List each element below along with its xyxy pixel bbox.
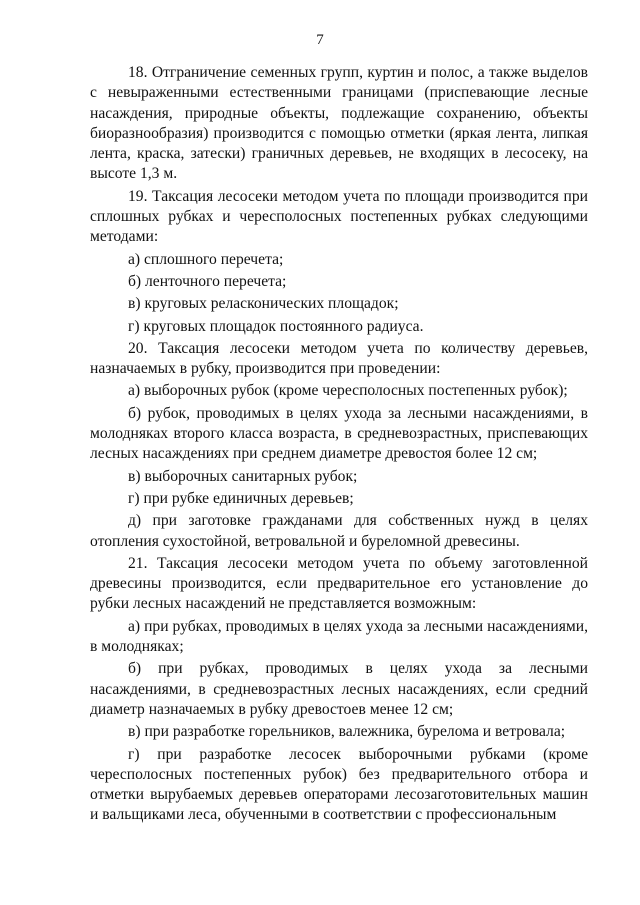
page-number: 7	[316, 32, 324, 48]
list-item: в) выборочных санитарных рубок;	[128, 467, 358, 485]
list-item: б) рубок, проводимых в целях ухода за лесными насаждениями, в молодняках второго класса возраста, в средневозрастных, приспевающих лесных насаждениях при среднем диаметре древостоя более 12 см;	[90, 404, 588, 463]
list-item: в) круговых реласконических площадок;	[128, 295, 399, 313]
paragraph-20: 20. Таксация лесосеки методом учета по количеству деревьев, назначаемых в рубку, производится при проведении:	[90, 339, 588, 378]
paragraph-21: 21. Таксация лесосеки методом учета по объему заготовленной древесины производится, если предварительное его установление до рубки лесных насаждений не представляется возможным:	[90, 554, 588, 613]
list-item: д) при заготовке гражданами для собственных нужд в целях отопления сухостойной, ветровальной и буреломной древесины.	[90, 512, 588, 550]
list-item: а) сплошного перечета;	[128, 250, 284, 268]
list-item: а) при рубках, проводимых в целях ухода за лесными насаждениями, в молодняках;	[90, 617, 588, 656]
list-item: б) ленточного перечета;	[128, 272, 287, 290]
list-item: б) при рубках, проводимых в целях ухода за лесными насаждениями, в средневозрастных лесных насаждениях, если средний диаметр назначаемых в рубку древостоев менее 12 см;	[90, 660, 588, 718]
list-item: г) круговых площадок постоянного радиуса.	[128, 317, 424, 335]
list-item: г) при разработке лесосек выборочными рубками (кроме чересполосных постепенных рубок) без предварительного отбора и отметки вырубаемых деревьев операторами лесозаготовительных машин и вальщиками леса, обученными в соответствии с профессиональным	[90, 745, 588, 824]
document-body	[90, 63, 588, 826]
paragraph-19: 19. Таксация лесосеки методом учета по площади производится при сплошных рубках и чересполосных постепенных рубках следующими методами:	[90, 187, 588, 246]
list-item: в) при разработке горельников, валежника, бурелома и ветровала;	[128, 723, 566, 741]
list-item: а) выборочных рубок (кроме чересполосных постепенных рубок);	[128, 382, 568, 400]
paragraph-18: 18. Отграничение семенных групп, куртин и полос, а также выделов с невыраженными естественными границами (приспевающие лесные насаждения, природные объекты, подлежащие сохранению, объекты биоразнообразия) производится с помощью отметки (яркая лента, липкая лента, краска, затески) граничных деревьев, не входящих в лесосеку, на высоте 1,3 м.	[90, 64, 588, 183]
list-item: г) при рубке единичных деревьев;	[128, 489, 354, 507]
